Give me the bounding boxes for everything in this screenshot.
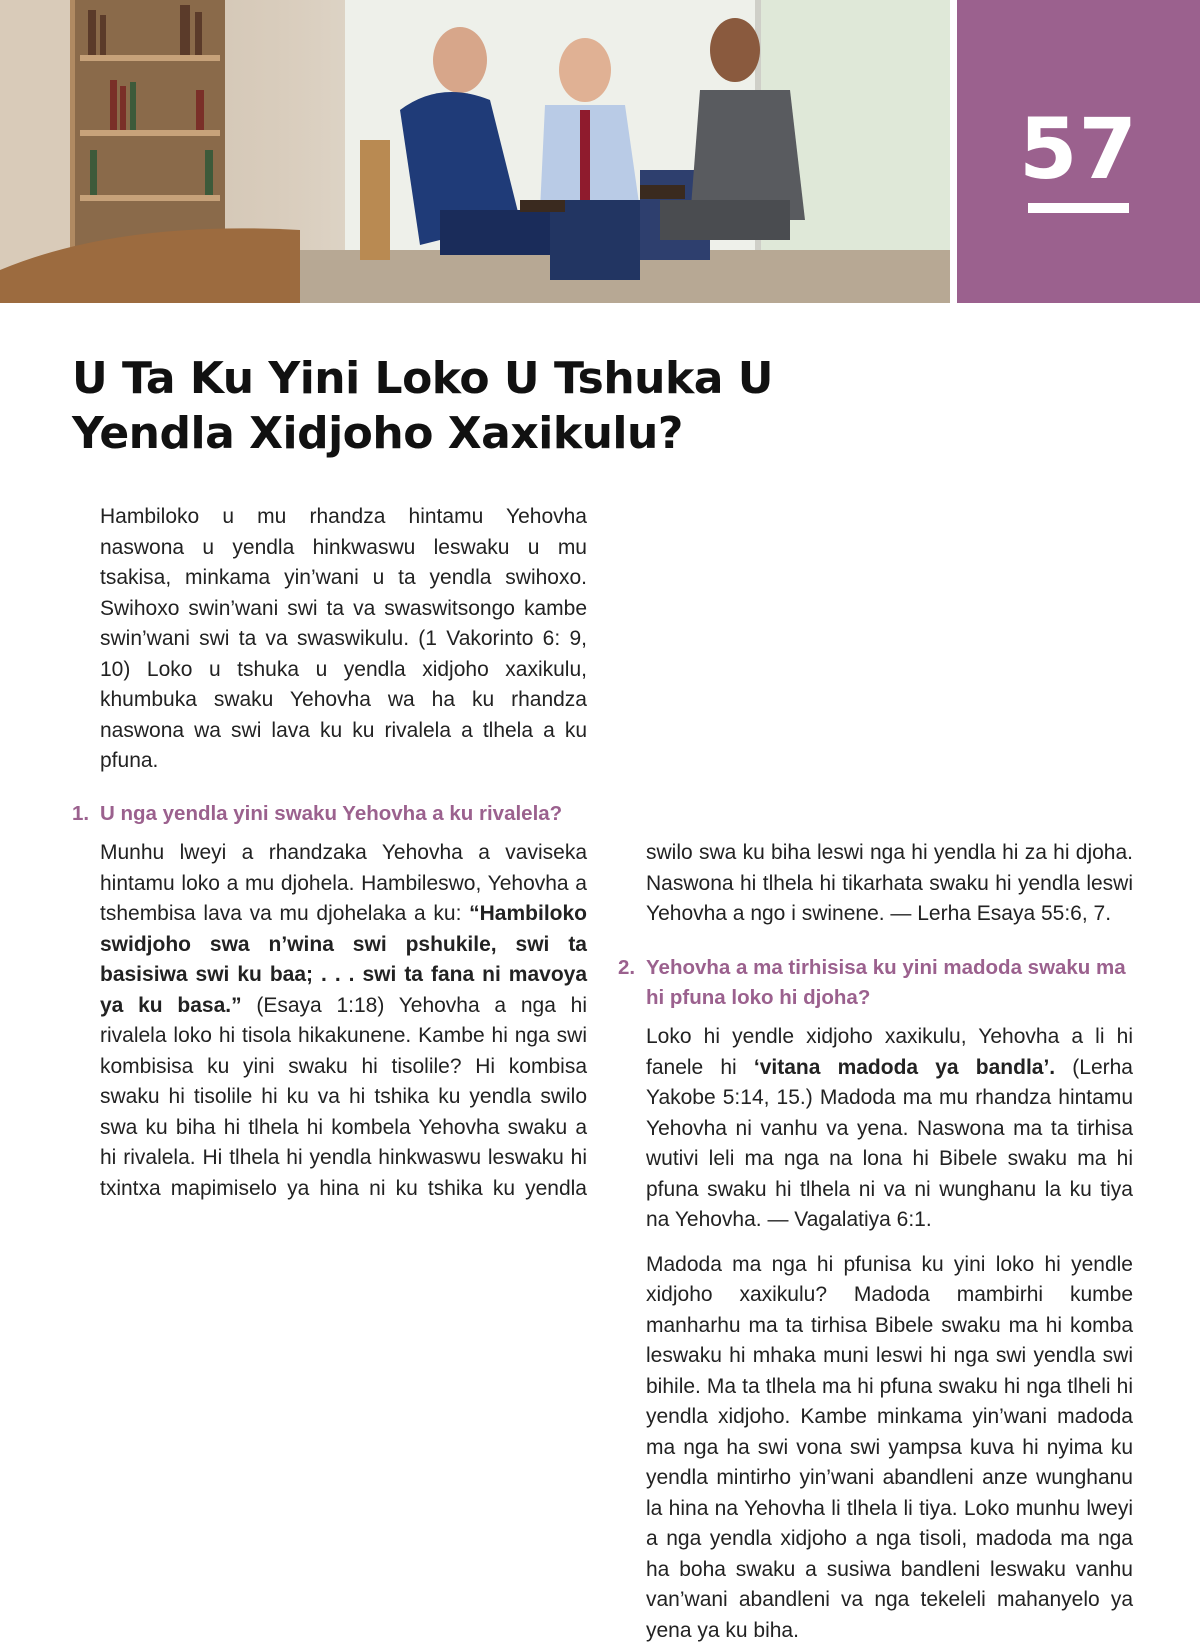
lesson-number: 57 xyxy=(957,100,1200,198)
question-1 xyxy=(100,799,587,829)
question-1-text: U nga yendla yini swaku Yehovha a ku rivalela? xyxy=(100,802,562,825)
section-2-bold-quote: ‘vitana madoda ya bandla’. xyxy=(754,1056,1055,1079)
section-1-text-a: Munhu lweyi a rhandzaka Yehovha a vaviseka hintamu loko a mu djohela. Hambileswo, Yehovha a tshembisa lava va mu djohelaka a ku: xyxy=(100,841,587,925)
lesson-number-rule xyxy=(1028,203,1129,213)
section-1-bold-quote: “Hambiloko swidjoho swa n’wina swi pshukile, swi ta basisiwa swi ku baa; . . . swi ta fana ni mavoya ya ku basa.” xyxy=(100,902,587,1017)
section-2-paragraph-2: Madoda ma nga hi pfunisa ku yini loko hi yendle xidjoho xaxikulu? Madoda mambirhi kumbe manharhu ma ta tirhisa Bibele swaku ma hi komba leswaku hi mhaka muni leswi hi nga swi yendla swi bihile. Ma ta tlhela ma hi pfuna swaku hi nga tlheli hi yendla xidjoho. Kambe minkama yin’wani madoda ma nga ha swi vona swi yampsa kuva hi nyima ku yendla mintirho yin’wani abandleni anze wunghanu la hina na Yehovha li tlhela li tiya. Loko munhu lweyi a nga yendla xidjoho a nga tisoli, madoda ma nga ha boha swaku a susiwa bandleni leswaku vanhu van’wani abandleni va nga tekeleli mahanyelo ya yena ya ku biha. xyxy=(646,1250,1133,1646)
section-1-text-b: (Esaya 1:18) Yehovha a nga hi rivalela loko hi tisola hikakunene. Kambe hi nga swi kombisisa ku yini swaku hi tisolile? Hi kombisa swaku hi tisolile hi ku va hi tshika ku yendla swilo swa ku biha hi tlhela hi kombela Yehovha swaku a hi rivalela. Hi tlhela hi yendla hinkwaswu leswaku hi txintxa mapimiselo ya hina ni ku tshika ku yendla swilo swa ku biha leswi nga hi yendla hi za hi djoha. Naswona hi tlhela hi tikarhata swaku hi yendla leswi Yehovha a ngo i swinene. — Lerha Esaya 55:6, 7. xyxy=(100,841,1133,1200)
section-2-text-a: Loko hi yendle xidjoho xaxikulu, Yehovha a li hi fanele hi xyxy=(646,1025,1133,1079)
question-1-number: 1. xyxy=(72,799,89,829)
page-title xyxy=(72,351,1072,461)
page-title-line-2: Yendla Xidjoho Xaxikulu? xyxy=(72,406,1072,461)
left-column xyxy=(100,502,587,838)
header-photo xyxy=(0,0,950,303)
question-2 xyxy=(646,953,1133,1013)
section-2 xyxy=(646,953,1133,1646)
lesson-number-tab xyxy=(957,0,1200,303)
question-2-number: 2. xyxy=(618,953,635,983)
intro-paragraph: Hambiloko u mu rhandza hintamu Yehovha naswona u yendla hinkwaswu leswaku u mu tsakisa, minkama yin’wani u ta yendla swihoxo. Swihoxo swin’wani swi ta va swaswitsongo kambe swin’wani swi ta va swaswikulu. (1 Vakorinto 6: 9, 10) Loko u tshuka u yendla xidjoho xaxikulu, khumbuka swaku Yehovha wa ha ku rhandza naswona wa swi lava ku ku rivalela a tlhela a ku pfuna. xyxy=(100,502,587,777)
page-title-line-1: U Ta Ku Yini Loko U Tshuka U xyxy=(72,351,1072,406)
section-2-text-b: (Lerha Yakobe 5:14, 15.) Madoda ma mu rhandza hintamu Yehovha ni vanhu va yena. Naswona ma ta tirhisa wutivi leli ma nga na lona hi Bibele swaku ma hi pfuna swaku hi tlhela ni va ni wunghanu la ku tiya na Yehovha. — Vagalatiya 6:1. xyxy=(646,1056,1133,1232)
question-2-text: Yehovha a ma tirhisisa ku yini madoda swaku ma hi pfuna loko hi djoha? xyxy=(646,956,1126,1009)
section-2-paragraph-1 xyxy=(646,1022,1133,1236)
